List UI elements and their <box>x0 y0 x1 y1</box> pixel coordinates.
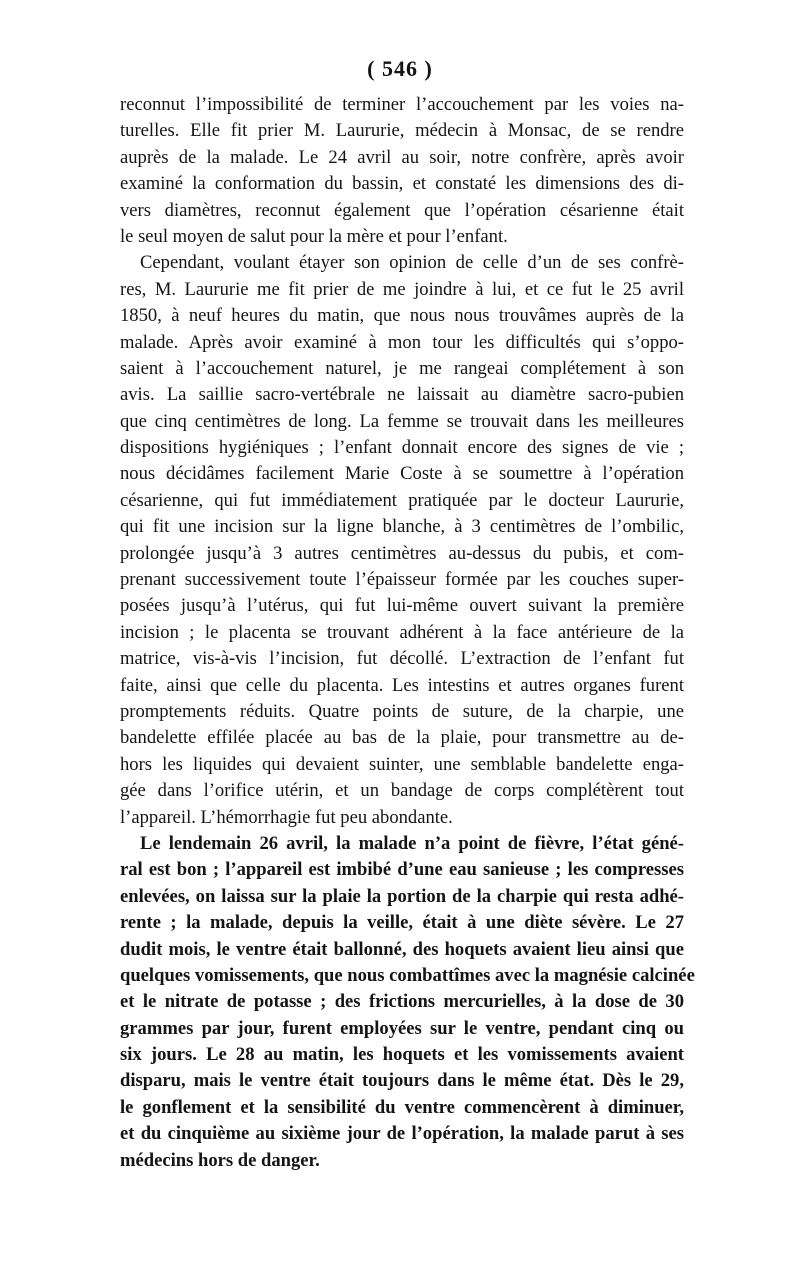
text-line: le gonflement et la sensibilité du ventre commencèrent à diminuer, <box>120 1096 684 1118</box>
text-line: que cinq centimètres de long. La femme se trouvait dans les meilleures <box>120 410 684 432</box>
text-line: avis. La saillie sacro-vertébrale ne laissait au diamètre sacro-pubien <box>120 384 684 406</box>
text-line: ral est bon ; l’appareil est imbibé d’une eau sanieuse ; les compresses <box>120 859 684 881</box>
text-line: auprès de la malade. Le 24 avril au soir, notre confrère, après avoir <box>120 146 684 168</box>
text-line: turelles. Elle fit prier M. Laururie, médecin à Monsac, de se rendre <box>120 120 684 142</box>
text-line: disparu, mais le ventre était toujours dans le même état. Dès le 29, <box>120 1070 684 1092</box>
text-line: saient à l’accouchement naturel, je me rangeai complétement à son <box>120 357 684 379</box>
body-text <box>120 92 695 1174</box>
text-line: prolongée jusqu’à 3 autres centimètres au-dessus du pubis, et com- <box>120 542 684 564</box>
text-line: matrice, vis-à-vis l’incision, fut décollé. L’extraction de l’enfant fut <box>120 648 684 670</box>
text-line: prenant successivement toute l’épaisseur formée par les couches super- <box>120 569 684 591</box>
text-line: 1850, à neuf heures du matin, que nous nous trouvâmes auprès de la <box>120 305 684 327</box>
text-line: qui fit une incision sur la ligne blanche, à 3 centimètres de l’ombilic, <box>120 516 684 538</box>
text-line: faite, ainsi que celle du placenta. Les intestins et autres organes furent <box>120 674 684 696</box>
text-line: six jours. Le 28 au matin, les hoquets et les vomissements avaient <box>120 1044 684 1066</box>
text-line: et le nitrate de potasse ; des frictions mercurielles, à la dose de 30 <box>120 991 684 1013</box>
text-line: res, M. Laururie me fit prier de me joindre à lui, et ce fut le 25 avril <box>120 278 684 300</box>
page-number: ( 546 ) <box>367 56 433 81</box>
text-line: enlevées, on laissa sur la plaie la portion de la charpie qui resta adhé- <box>120 885 684 907</box>
text-line: le seul moyen de salut pour la mère et pour l’enfant. <box>120 225 508 247</box>
text-line: l’appareil. L’hémorrhagie fut peu abondante. <box>120 806 453 828</box>
text-line: vers diamètres, reconnut également que l’opération césarienne était <box>120 199 684 221</box>
text-line: incision ; le placenta se trouvant adhérent à la face antérieure de la <box>120 621 684 643</box>
text-line: gée dans l’orifice utérin, et un bandage de corps complétèrent tout <box>120 780 684 802</box>
text-line: promptements réduits. Quatre points de suture, de la charpie, une <box>120 700 684 722</box>
text-line: nous décidâmes facilement Marie Coste à se soumettre à l’opération <box>120 463 684 485</box>
text-line: médecins hors de danger. <box>120 1149 320 1171</box>
text-line: bandelette effilée placée au bas de la plaie, pour transmettre au de- <box>120 727 684 749</box>
text-line: rente ; la malade, depuis la veille, était à une diète sévère. Le 27 <box>120 912 684 934</box>
text-line: examiné la conformation du bassin, et constaté les dimensions des di- <box>120 173 684 195</box>
text-line: dispositions hygiéniques ; l’enfant donnait encore des signes de vie ; <box>120 437 684 459</box>
text-line: Le lendemain 26 avril, la malade n’a point de fièvre, l’état géné- <box>140 832 684 854</box>
text-line: reconnut l’impossibilité de terminer l’accouchement par les voies na- <box>120 94 684 115</box>
paragraph-1 <box>120 92 684 250</box>
text-line: malade. Après avoir examiné à mon tour les difficultés qui s’oppo- <box>120 331 684 353</box>
text-line: hors les liquides qui devaient suinter, une semblable bandelette enga- <box>120 753 684 775</box>
text-line: césarienne, qui fut immédiatement pratiquée par le docteur Laururie, <box>120 489 684 511</box>
text-line: grammes par jour, furent employées sur le ventre, pendant cinq ou <box>120 1017 684 1039</box>
text-line: Cependant, voulant étayer son opinion de celle d’un de ses confrè- <box>140 252 684 274</box>
paragraph-2 <box>120 250 684 831</box>
paragraph-3 <box>120 831 695 1174</box>
text-line: quelques vomissements, que nous combattîmes avec la magnésie calcinée <box>120 964 695 986</box>
text-line: et du cinquième au sixième jour de l’opération, la malade parut à ses <box>120 1123 684 1145</box>
text-line: dudit mois, le ventre était ballonné, des hoquets avaient lieu ainsi que <box>120 938 684 960</box>
text-line: posées jusqu’à l’utérus, qui fut lui-même ouvert suivant la première <box>120 595 684 617</box>
